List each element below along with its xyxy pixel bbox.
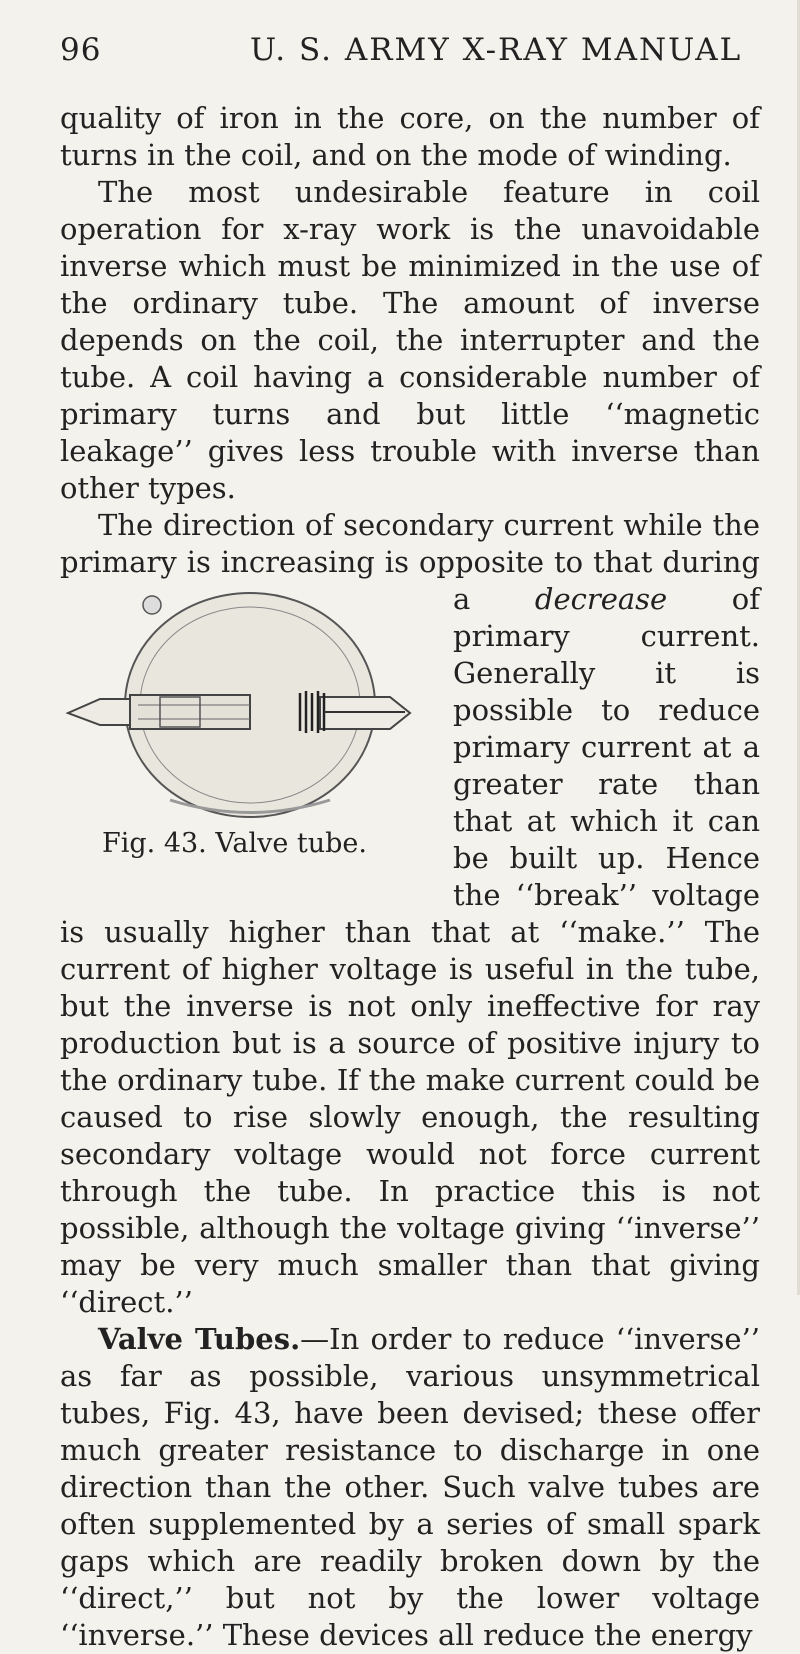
valve-tube-illustration [60,585,435,825]
paragraph-4 [60,1321,760,1654]
emphasis-decrease: decrease [534,582,668,616]
figure-valve-tube [60,585,435,875]
figure-caption: Fig. 43. Valve tube. [102,828,367,859]
paragraph-3 [60,507,760,1321]
running-head: U. S. ARMY X-RAY MANUAL [250,32,743,68]
section-heading-valve-tubes: Valve Tubes. [98,1322,301,1356]
paragraph-1: quality of iron in the core, on the number of turns in the coil, and on the mode of winding. [60,101,760,172]
page-number: 96 [60,32,102,68]
paragraph-4-text: —In order to reduce ‘‘inverse’’ as far as possible, various unsymmetrical tubes, Fig. 43, have been devised; these offer much greater resistance to discharge in one direction than the other. Such valve tubes are often supplemented by a series of small spark gaps which are readily broken down by the ‘‘direct,’’ but not by the lower voltage ‘‘inverse.’’ These devices all reduce the energy [60,1322,760,1652]
page-header [60,22,760,72]
body-text [60,100,760,1654]
paragraph-3-rest: of primary current. Generally it is possible to reduce primary current at a greater rate than that at which it can be built up. Hence the ‘‘break’’ voltage is usually higher than that at ‘‘make.’’ The current of higher voltage is useful in the tube, but the inverse is not only ineffective for ray production but is a source of positive injury to the ordinary tube. If the make current could be caused to rise slowly enough, the resulting secondary voltage would not force current through the tube. In practice this is not possible, although the voltage giving ‘‘inverse’’ may be very much smaller than that giving ‘‘direct.’’ [60,582,760,1319]
paragraph-2: The most undesirable feature in coil operation for x-ray work is the unavoidable inverse which must be minimized in the use of the ordinary tube. The amount of inverse depends on the coil, the interrupter and the tube. A coil having a considerable number of primary turns and but little ‘‘magnetic leakage’’ gives less trouble with inverse than other types. [60,175,760,505]
paragraph-3-start: The direction of secondary current while the primary is increasing is opposite to that during a [60,508,760,616]
